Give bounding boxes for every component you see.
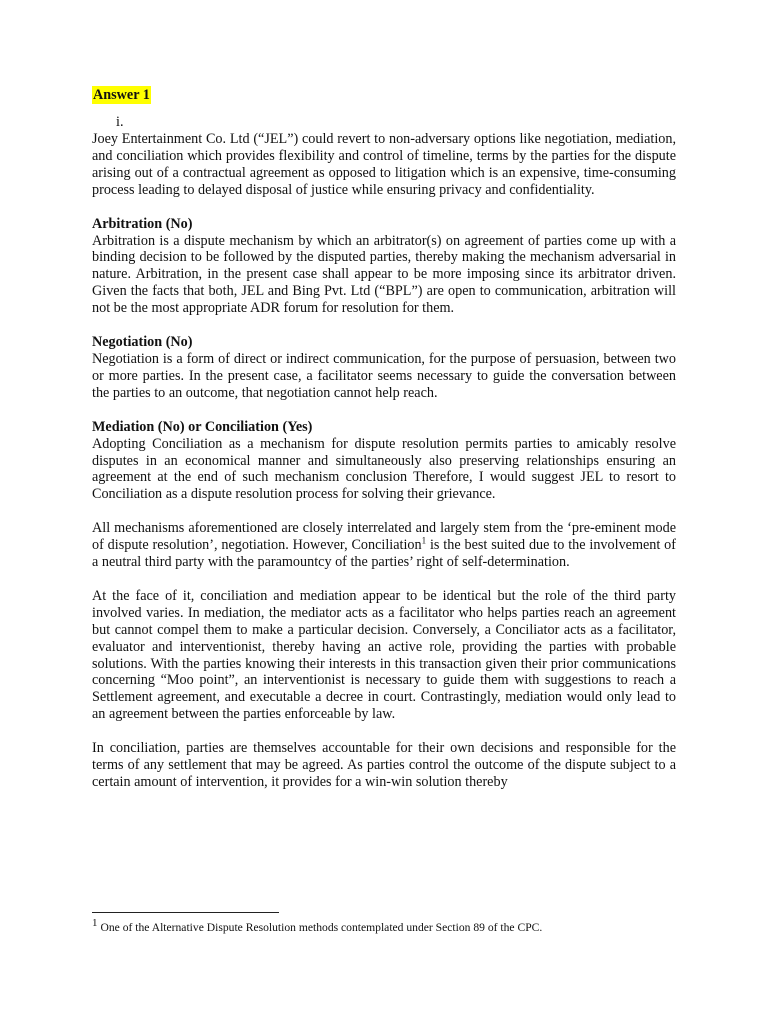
answer-title: Answer 1 [93,87,150,103]
mediation-conciliation-paragraph: Adopting Conciliation as a mechanism for dispute resolution permits parties to amicably resolve disputes in an economical manner and simultaneously also preserving relationships ensuring an agreement at the end of such mechanism conclusion Therefore, I would suggest JEL to resort to Conciliation as a dispute resolution process for solving their grievance. [92,435,676,503]
footnote-number: 1 [92,917,98,930]
mechanisms-text-after: is the best suited due to the involvement of a neutral third party with the paramountcy of the parties’ right of self-determination. [92,537,677,571]
intro-paragraph: Joey Entertainment Co. Ltd (“JEL”) could revert to non-adversary options like negotiation, mediation, and conciliation which provides flexibility and control of timeline, terms by the parties for the dispute arising out of a contractual agreement as opposed to litigation which is an expensive, time-consuming process leading to delayed disposal of justice while ensuring privacy and confidentiality. [92,131,676,198]
negotiation-heading: Negotiation (No) [92,334,193,351]
footnote [92,917,692,935]
footnote-text: One of the Alternative Dispute Resolution methods contemplated under Section 89 of the CPC. [100,921,543,934]
mechanisms-text-before: All mechanisms aforementioned are closely interrelated and largely stem from the ‘pre-eminent mode of dispute resolution’, negotiation. However, Conciliation [92,520,676,554]
negotiation-paragraph: Negotiation is a form of direct or indirect communication, for the purpose of persuasion, between two or more parties. In the present case, a facilitator seems necessary to guide the conversation between the parties to an outcome, that negotiation cannot help reach. [92,350,676,401]
document-page [92,86,676,791]
footnote-reference[interactable]: 1 [421,535,427,546]
list-marker: i. [116,114,124,130]
mechanisms-paragraph [92,520,676,571]
mediation-conciliation-heading: Mediation (No) or Conciliation (Yes) [92,418,313,435]
footnote-separator [92,912,279,913]
in-conciliation-paragraph: In conciliation, parties are themselves accountable for their own decisions and responsible for the terms of any settlement that may be agreed. As parties control the outcome of the dispute subject to a certain amount of intervention, it provides for a win-win solution thereby [92,740,676,790]
arbitration-paragraph: Arbitration is a dispute mechanism by which an arbitrator(s) on agreement of parties come up with a binding decision to be followed by the disputed parties, thereby making the mechanism adversarial in nature. Arbitration, in the present case shall appear to be more imposing since its arbitrator driven. Given the facts that both, JEL and Bing Pvt. Ltd (“BPL”) are open to communication, arbitration will not be the most appropriate ADR forum for resolution for them. [92,232,676,317]
arbitration-heading: Arbitration (No) [92,215,193,232]
face-of-it-paragraph: At the face of it, conciliation and mediation appear to be identical but the role of the third party involved varies. In mediation, the mediator acts as a facilitator who helps parties reach an agreement but cannot compel them to make a particular decision. Conversely, a Conciliator acts as a facilitator, evaluator and interventionist, thereby having an active role, providing the parties with probable solutions. With the parties knowing their interests in this transaction given their prior communications concerning “Moo point”, an interventionist is necessary to guide them with suggestions to reach a Settlement agreement, and executable a decree in court. Contrastingly, mediation would only lead to an agreement between the parties enforceable by law. [92,587,676,723]
